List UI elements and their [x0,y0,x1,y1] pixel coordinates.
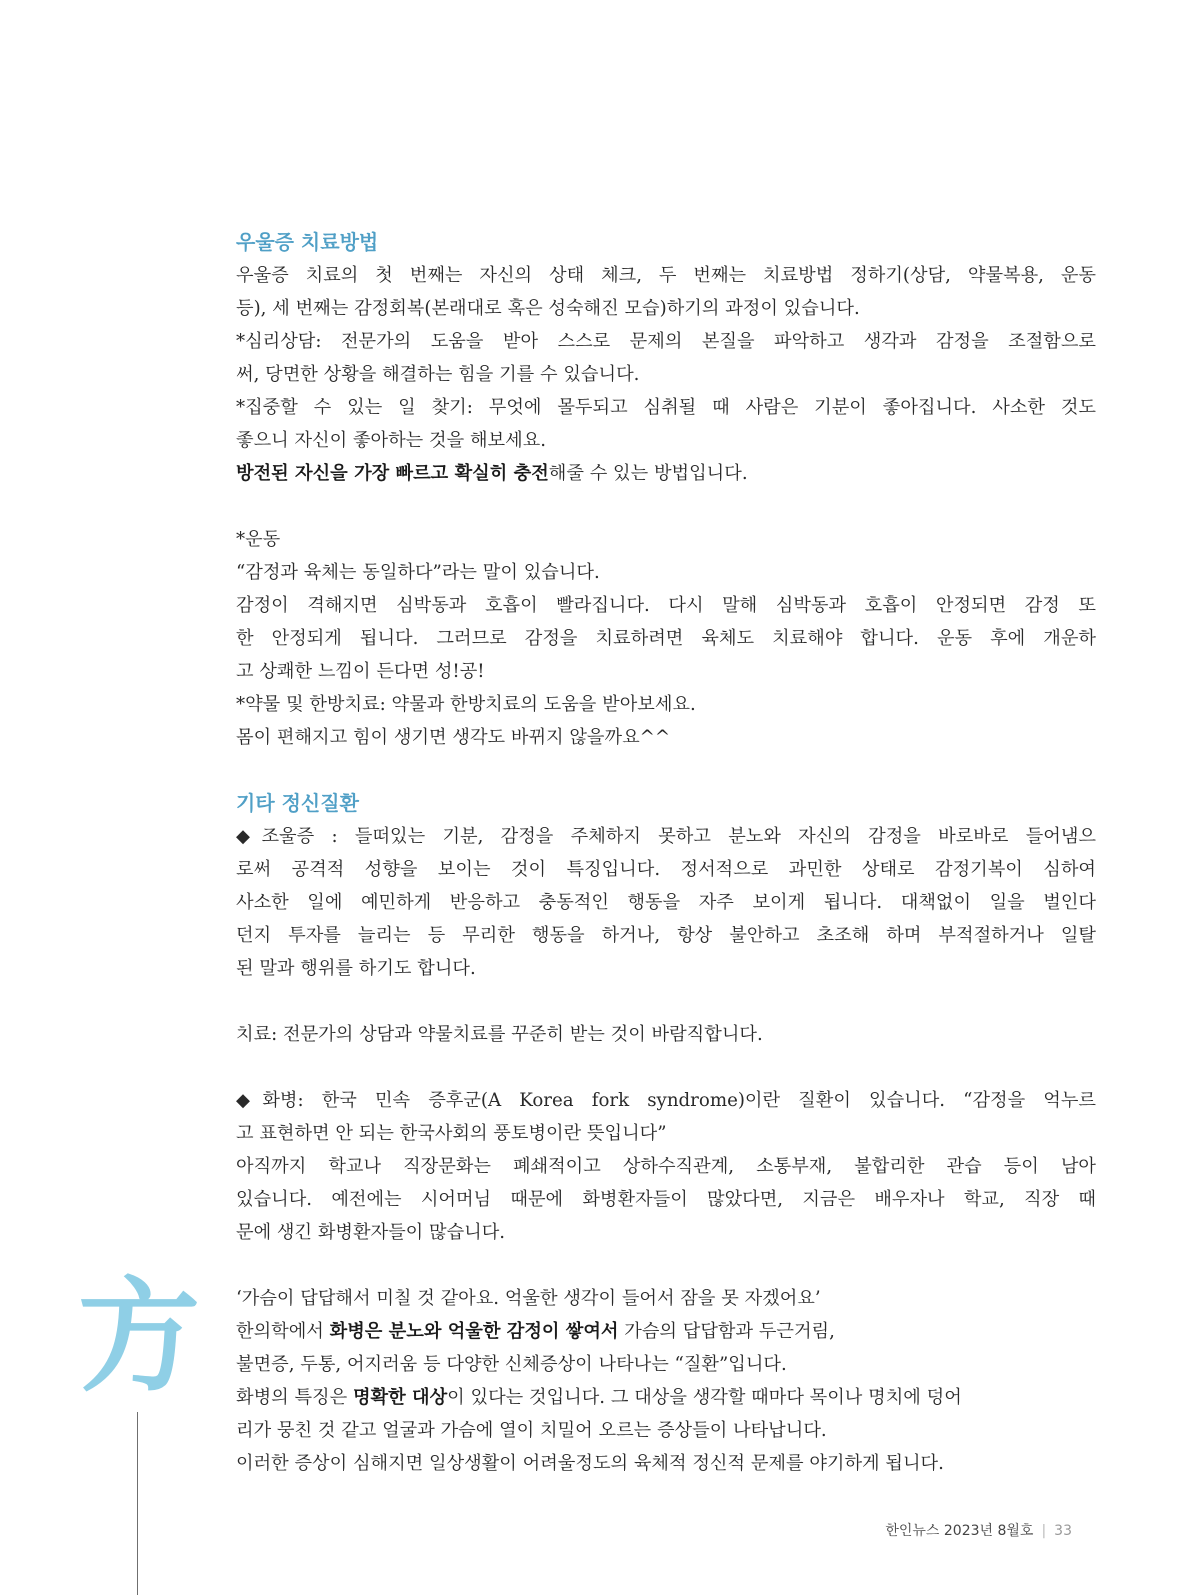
text-run: 한의학에서 [236,1321,330,1342]
paragraph-line: 한 안정되게 됩니다. 그러므로 감정을 치료하려면 육체도 치료해야 합니다. 운동 후에 개운하 [236,628,1096,649]
page-number: 33 [1054,1523,1072,1539]
paragraph-line: ‘가슴이 답답해서 미칠 것 같아요. 억울한 생각이 들어서 잠을 못 자겠어요’ [236,1288,821,1309]
paragraph-line: 아직까지 학교나 직장문화는 폐쇄적이고 상하수직관계, 소통부재, 불합리한 관습 등이 남아 [236,1156,1096,1177]
paragraph-line: 우울증 치료의 첫 번째는 자신의 상태 체크, 두 번째는 치료방법 정하기(상담, 약물복용, 운동 [236,265,1096,286]
footer-separator: | [1041,1523,1047,1539]
decorative-vertical-rule [137,1412,138,1595]
paragraph-line: 문에 생긴 화병환자들이 많습니다. [236,1222,506,1243]
bold-text: 명확한 대상 [352,1387,448,1408]
paragraph-line: 던지 투자를 늘리는 등 무리한 행동을 하거나, 항상 불안하고 초조해 하며 부적절하거나 일탈 [236,925,1096,946]
paragraph-line: *집중할 수 있는 일 찾기: 무엇에 몰두되고 심취될 때 사람은 기분이 좋아집니다. 사소한 것도 [236,397,1096,418]
text-run: 화병의 특징은 [236,1387,353,1408]
decorative-kanji: 方 [78,1266,200,1408]
paragraph-line: *심리상담: 전문가의 도움을 받아 스스로 문제의 본질을 파악하고 생각과 감정을 조절함으로 [236,331,1096,352]
paragraph-line: 고 상쾌한 느낌이 든다면 성!공! [236,661,485,682]
page-footer [885,1520,1072,1540]
paragraph-line: 치료: 전문가의 상담과 약물치료를 꾸준히 받는 것이 바람직합니다. [236,1024,763,1045]
paragraph-line: 좋으니 자신이 좋아하는 것을 해보세요. [236,430,547,451]
paragraph-line: 몸이 편해지고 힘이 생기면 생각도 바뀌지 않을까요^^ [236,727,671,748]
paragraph-line: “감정과 육체는 동일하다”라는 말이 있습니다. [236,562,600,583]
paragraph-line: 고 표현하면 안 되는 한국사회의 풍토병이란 뜻입니다” [236,1123,667,1144]
paragraph-line: 된 말과 행위를 하기도 합니다. [236,958,476,979]
text-run: 해줄 수 있는 방법입니다. [548,463,748,484]
section-heading-depression-treatment: 우울증 치료방법 [236,230,379,254]
paragraph-line: 로써 공격적 성향을 보이는 것이 특징입니다. 정서적으로 과민한 상태로 감정기복이 심하여 [236,859,1096,880]
paragraph-line-emphasis [236,1315,1096,1348]
paragraph-line: 등), 세 번째는 감정회복(본래대로 혹은 성숙해진 모습)하기의 과정이 있습니다. [236,298,860,319]
paragraph-line: ◆화병: 한국 민속 증후군(A Korea fork syndrome)이란 질환이 있습니다. “감정을 억누르 [236,1090,1096,1111]
text-run: 가슴의 답답함과 두근거림, [618,1321,835,1342]
paragraph-line: *약물 및 한방치료: 약물과 한방치료의 도움을 받아보세요. [236,694,696,715]
paragraph-line: 써, 당면한 상황을 해결하는 힘을 기를 수 있습니다. [236,364,640,385]
paragraph-line: 리가 뭉친 것 같고 얼굴과 가슴에 열이 치밀어 오르는 증상들이 나타납니다. [236,1420,827,1441]
publication-name: 한인뉴스 2023년 8월호 [885,1523,1034,1539]
bold-text: 방전된 자신을 가장 빠르고 확실히 충전 [236,463,549,484]
paragraph-line: 사소한 일에 예민하게 반응하고 충동적인 행동을 자주 보이게 됩니다. 대책없이 일을 벌인다 [236,892,1096,913]
paragraph-line-emphasis [236,457,1096,490]
paragraph-line-emphasis [236,1381,1096,1414]
paragraph-line: 이러한 증상이 심해지면 일상생활이 어려울정도의 육체적 정신적 문제를 야기하게 됩니다. [236,1453,944,1474]
text-run: 이 있다는 것입니다. 그 대상을 생각할 때마다 목이나 명치에 덩어 [447,1387,962,1408]
bold-text: 화병은 분노와 억울한 감정이 쌓여서 [329,1321,619,1342]
paragraph-line: 불면증, 두통, 어지러움 등 다양한 신체증상이 나타나는 “질환”입니다. [236,1354,787,1375]
paragraph-line: 있습니다. 예전에는 시어머님 때문에 화병환자들이 많았다면, 지금은 배우자나 학교, 직장 때 [236,1189,1096,1210]
paragraph-line: *운동 [236,529,281,550]
section-heading-other-disorders: 기타 정신질환 [236,791,359,815]
article-body [236,226,1096,1480]
paragraph-line: ◆조울증 : 들떠있는 기분, 감정을 주체하지 못하고 분노와 자신의 감정을 바로바로 들어냄으 [236,826,1096,847]
paragraph-line: 감정이 격해지면 심박동과 호흡이 빨라집니다. 다시 말해 심박동과 호흡이 안정되면 감정 또 [236,595,1096,616]
